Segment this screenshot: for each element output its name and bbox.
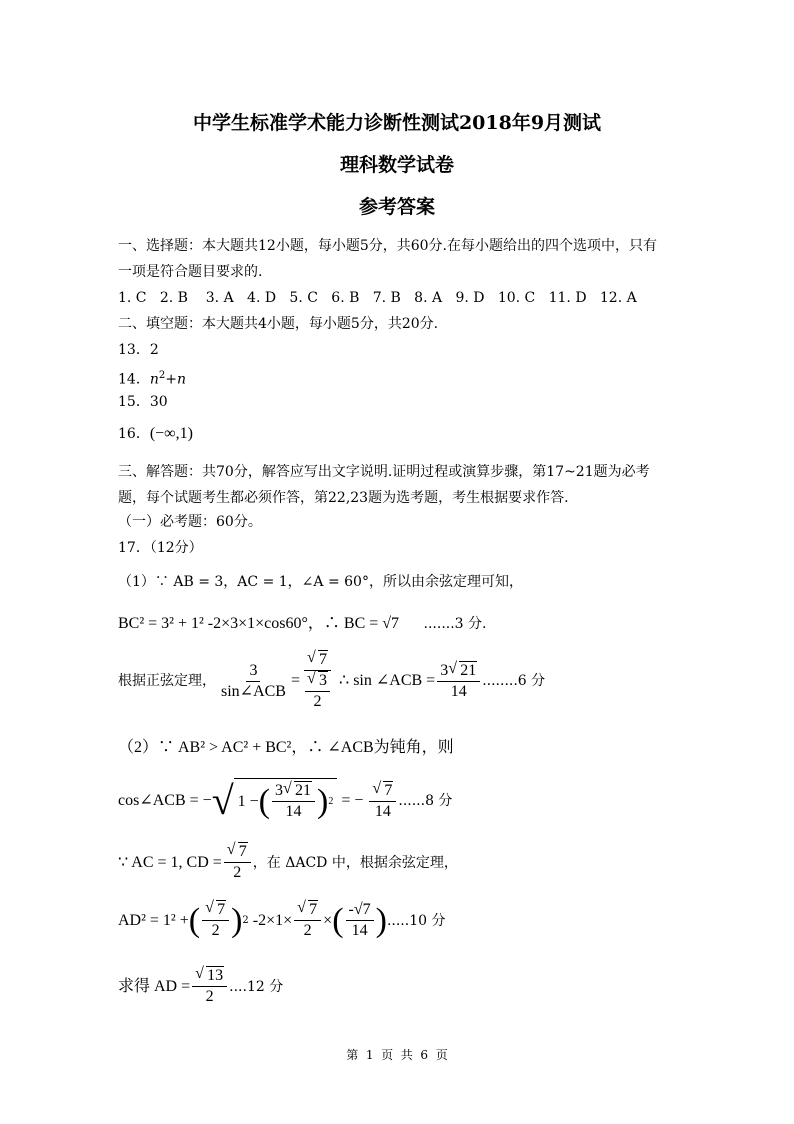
- page-footer: 第 1 页 共 6 页: [346, 1048, 448, 1062]
- section1-intro-line1: 一、选择题：本大题共12小题，每小题5分，共60分.在每小题给出的四个选项中，只有: [118, 238, 657, 254]
- fraction-sqrt7-over-sqrt3-2: √ 7 √ 3 2: [302, 650, 333, 712]
- section2-intro: 二、填空题：本大题共4小题，每小题5分，共20分.: [118, 316, 439, 332]
- choice-answers: 1. C 2. B 3. A 4. D 5. C 6. B 7. B 8. A 9. D 10. C 11. D 12. A: [118, 290, 637, 306]
- required-label: （一）必考题：60分。: [118, 514, 262, 530]
- fraction-3sqrt21-over-14: $\frac{3√ 21}{14}$: [437, 661, 480, 702]
- document-title: 中学生标准学术能力诊断性测试2018年9月测试: [192, 112, 602, 134]
- answer-15: 15．30: [118, 394, 168, 410]
- answer-16: 16．(−∞,1): [118, 425, 193, 442]
- section3-intro-line1: 三、解答题：共70分，解答应写出文字说明.证明过程或演算步骤，第17~21题为必考: [118, 464, 650, 480]
- law-of-sines-line: 根据正弦定理， $\frac{3}{\text{sin∠ACB}}$ = √ 7 √ 3 2 ∴ sin ∠ACB = $\frac{3√ 21}{14}$ ........6 分: [118, 650, 545, 712]
- document-subtitle: 理科数学试卷: [339, 154, 454, 176]
- answer-14: 14．$n^2+n$: [118, 370, 186, 388]
- ad-equation: AD² = 1² + ( √ $\frac{7}{2}$ ) 2 -2×1× √ $\frac{7}{2}$ × ( $\frac{-√7}{14}$ ) .....10 分: [118, 900, 445, 941]
- cos-acb-line: cos∠ACB = − √ 1 − ( $\frac{3√ 21}{14}$ ) 2 = − √ $\frac{7}{14}$ ......8 分: [118, 778, 452, 824]
- answer-13: 13．2: [118, 342, 159, 358]
- part2-given: （2）∵ AB² > AC² + BC²，∴ ∠ACB为钝角，则: [118, 739, 454, 756]
- section1-intro-line2: 一项是符合题目要求的.: [118, 264, 263, 280]
- ad-result: 求得 AD = √ $\frac{13}{2}$ ....12 分: [118, 966, 283, 1007]
- part1-given: （1）∵ AB = 3，AC = 1，∠A = 60°，所以由余弦定理可知，: [118, 574, 523, 590]
- question-17: 17．（12分）: [118, 540, 203, 556]
- fraction-3-over-sin: $\frac{3}{\text{sin∠ACB}}$: [221, 661, 286, 700]
- bc-equation: BC² = 3² + 1² -2×3×1×cos60°，∴ BC = √7 .......3 分.: [118, 615, 487, 632]
- section3-intro-line2: 题，每个试题考生都必须作答，第22,23题为选考题，考生根据要求作答.: [118, 490, 569, 506]
- given-ac-cd-line: ∵ AC = 1, CD = √ $\frac{7}{2}$ ，在 ΔACD 中，根据余弦定理，: [118, 842, 458, 883]
- answer-heading: 参考答案: [358, 196, 435, 218]
